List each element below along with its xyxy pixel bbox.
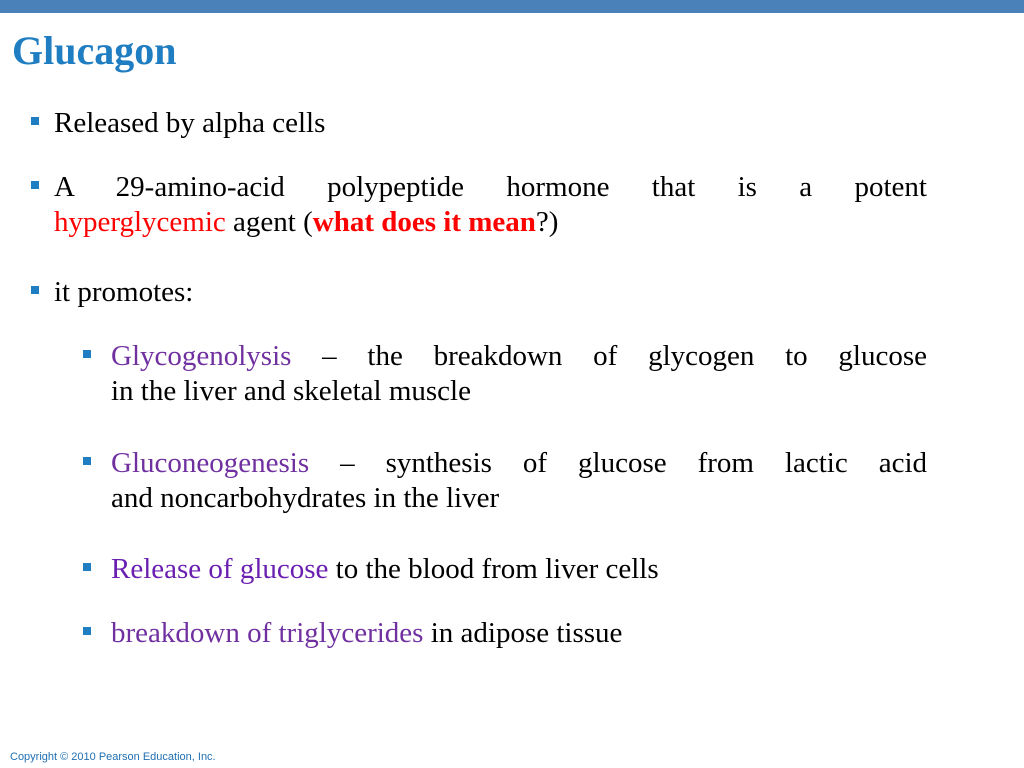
- bullet-text: ?): [535, 206, 559, 238]
- hyperglycemic-term: hyperglycemic: [54, 206, 226, 238]
- bullet-line: [111, 446, 927, 481]
- gluconeogenesis-term: Gluconeogenesis: [111, 447, 310, 479]
- bullet-hormone: [54, 170, 927, 240]
- square-bullet-icon: [83, 350, 91, 358]
- bullet-text: Released by alpha cells: [54, 107, 326, 139]
- bullet-text: to the blood from liver cells: [328, 553, 659, 585]
- square-bullet-icon: [83, 563, 91, 571]
- slide-title: Glucagon: [12, 28, 177, 73]
- sub-bullet-glycogenolysis: [111, 339, 927, 409]
- bullet-promotes: [54, 275, 193, 310]
- question-emphasis: what does it mean: [312, 206, 536, 238]
- copyright-notice: Copyright © 2010 Pearson Education, Inc.: [10, 751, 216, 763]
- sub-bullet-release: [111, 552, 659, 587]
- bullet-text: – the breakdown of glycogen to glucose: [291, 340, 927, 372]
- bullet-text: it promotes:: [54, 276, 194, 308]
- bullet-text: – synthesis of glucose from lactic acid: [309, 447, 927, 479]
- square-bullet-icon: [31, 117, 39, 125]
- sub-bullet-triglycerides: [111, 616, 622, 651]
- bullet-line: and noncarbohydrates in the liver: [111, 482, 500, 514]
- bullet-text: agent (: [225, 206, 313, 238]
- bullet-line: [54, 205, 927, 240]
- release-term: Release of glucose: [111, 553, 329, 585]
- bullet-line: [111, 339, 927, 374]
- sub-bullet-gluconeogenesis: [111, 446, 927, 516]
- square-bullet-icon: [31, 181, 39, 189]
- triglycerides-term: breakdown of triglycerides: [111, 617, 424, 649]
- bullet-line: A 29-amino-acid polypeptide hormone that is a potent: [54, 171, 927, 203]
- bullet-released: [54, 106, 325, 141]
- square-bullet-icon: [83, 627, 91, 635]
- square-bullet-icon: [83, 457, 91, 465]
- bullet-line: in the liver and skeletal muscle: [111, 375, 471, 407]
- square-bullet-icon: [31, 286, 39, 294]
- glycogenolysis-term: Glycogenolysis: [111, 340, 292, 372]
- bullet-text: in adipose tissue: [423, 617, 623, 649]
